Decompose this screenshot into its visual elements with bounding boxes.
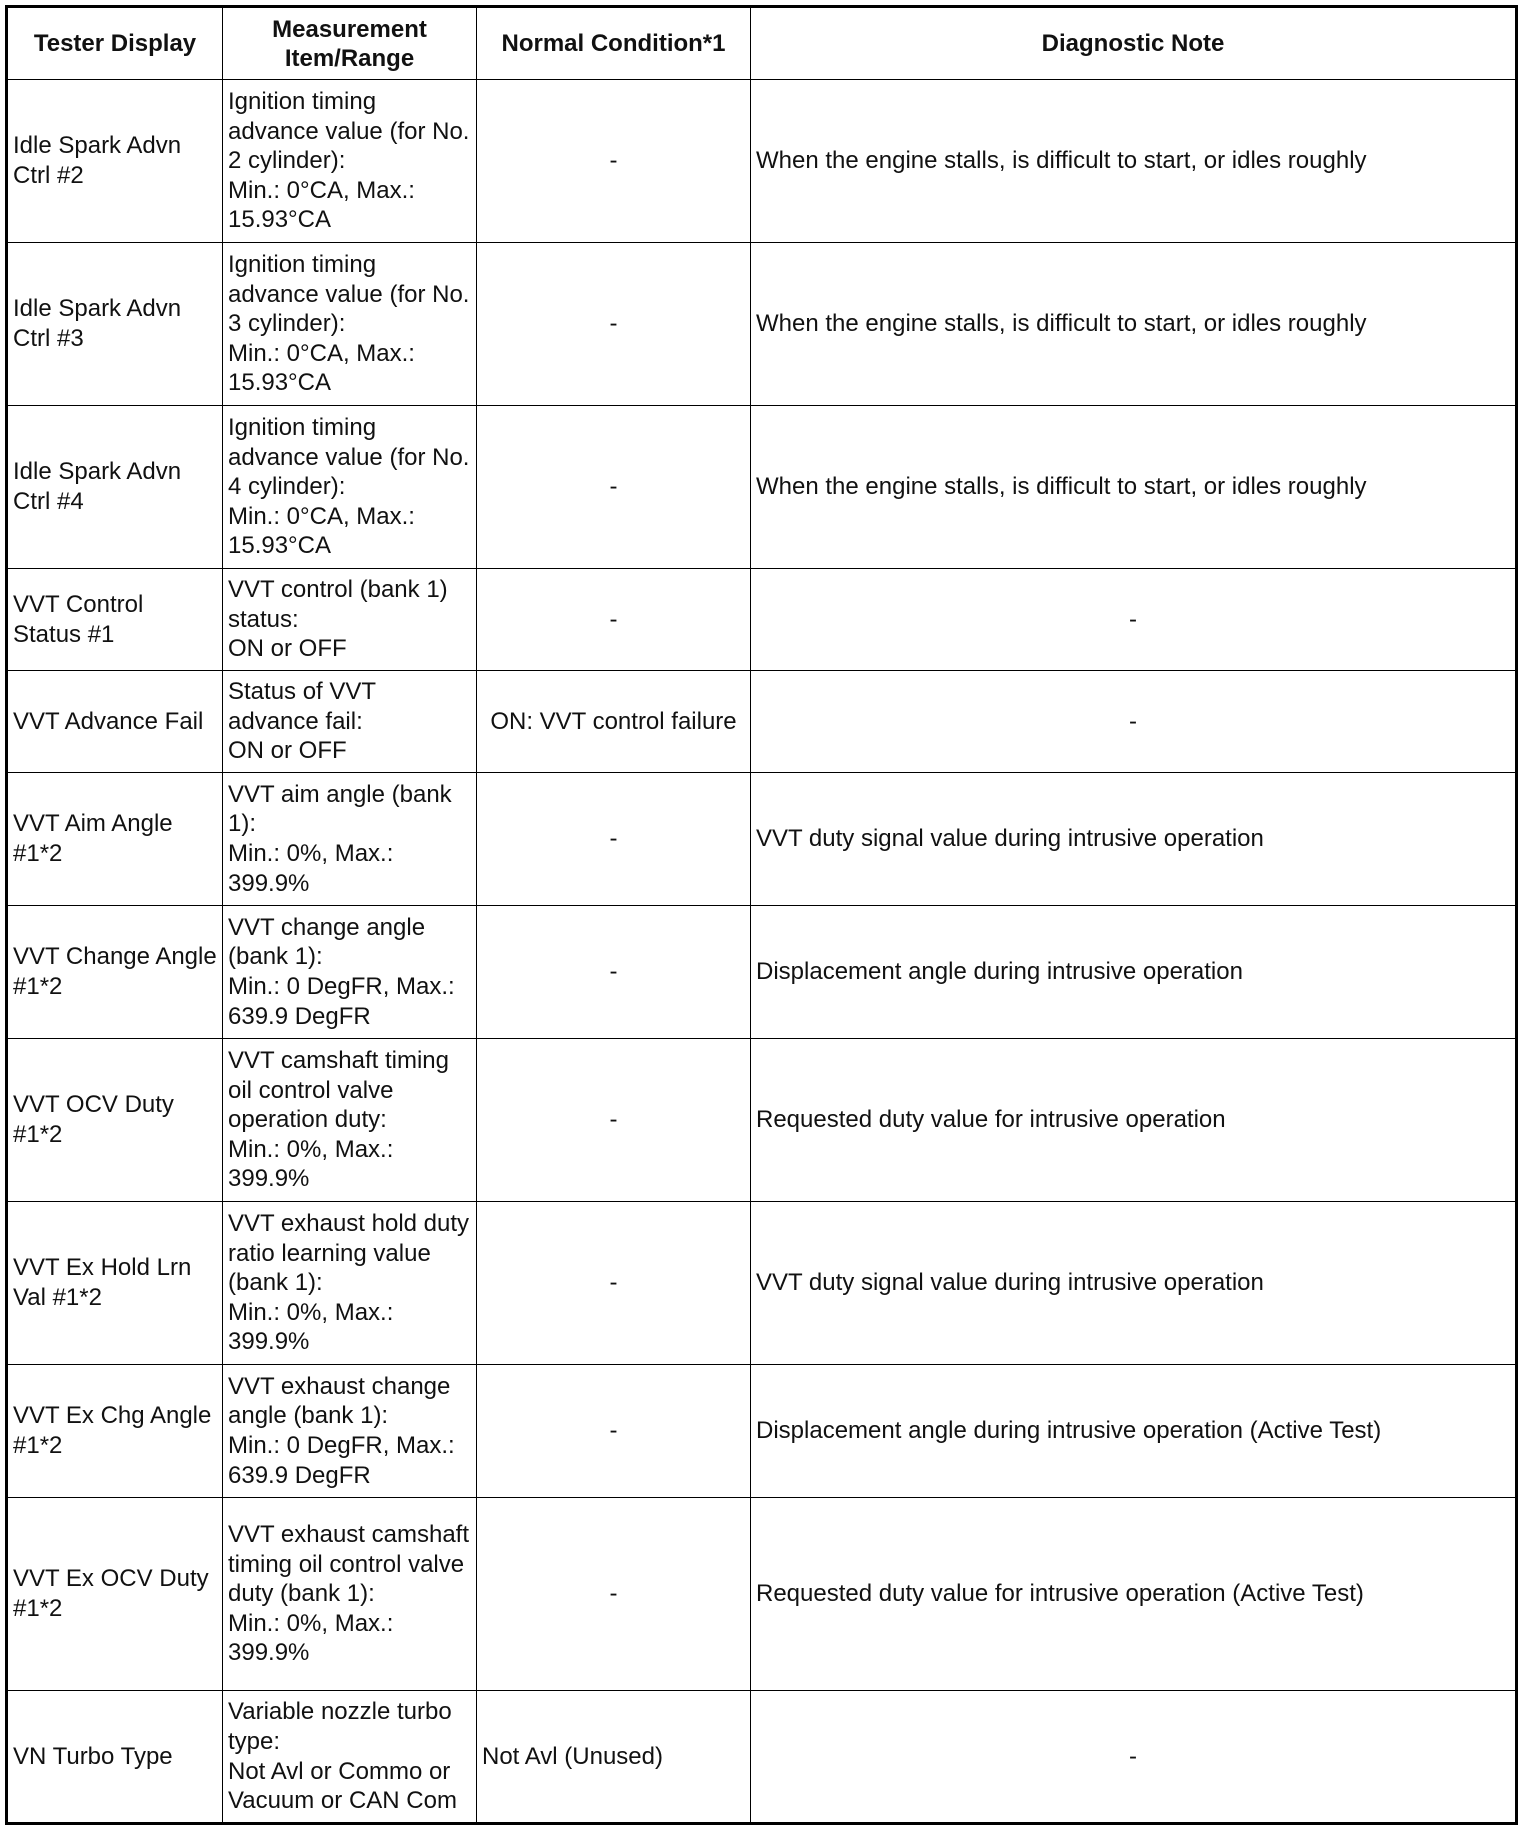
normal-condition-cell: - [477, 243, 751, 406]
diagnostic-note-cell: Requested duty value for intrusive operation (Active Test) [751, 1498, 1517, 1691]
diagnostic-note-cell: VVT duty signal value during intrusive operation [751, 1202, 1517, 1365]
tester-display-cell: VVT Ex Chg Angle #1*2 [7, 1365, 223, 1498]
normal-condition-cell: ON: VVT control failure [477, 671, 751, 773]
measurement-range-cell: Ignition timing advance value (for No. 2 cylinder): Min.: 0°CA, Max.: 15.93°CA [223, 80, 477, 243]
normal-condition-cell: - [477, 1365, 751, 1498]
tester-display-cell: VVT Ex Hold Lrn Val #1*2 [7, 1202, 223, 1365]
diagnostic-note-cell: Displacement angle during intrusive operation (Active Test) [751, 1365, 1517, 1498]
tester-display-cell: VVT Advance Fail [7, 671, 223, 773]
normal-condition-cell: - [477, 1498, 751, 1691]
table-row [7, 1691, 1517, 1824]
measurement-range-cell: VVT exhaust camshaft timing oil control valve duty (bank 1): Min.: 0%, Max.: 399.9% [223, 1498, 477, 1691]
header-diagnostic-note: Diagnostic Note [751, 7, 1517, 80]
tester-display-cell: VVT Aim Angle #1*2 [7, 773, 223, 906]
measurement-range-cell: VVT camshaft timing oil control valve operation duty: Min.: 0%, Max.: 399.9% [223, 1039, 477, 1202]
tester-display-cell: VVT Change Angle #1*2 [7, 906, 223, 1039]
tester-display-cell: VVT OCV Duty #1*2 [7, 1039, 223, 1202]
diagnostic-note-cell: Requested duty value for intrusive operation [751, 1039, 1517, 1202]
normal-condition-cell: - [477, 406, 751, 569]
normal-condition-cell: - [477, 906, 751, 1039]
table-row [7, 671, 1517, 773]
header-row [7, 7, 1517, 80]
diagnostic-note-cell: VVT duty signal value during intrusive operation [751, 773, 1517, 906]
table-row [7, 906, 1517, 1039]
table-row [7, 1498, 1517, 1691]
header-normal-condition: Normal Condition*1 [477, 7, 751, 80]
measurement-range-cell: VVT control (bank 1) status: ON or OFF [223, 569, 477, 671]
tester-display-cell: Idle Spark Advn Ctrl #3 [7, 243, 223, 406]
diagnostic-note-cell: - [751, 1691, 1517, 1824]
measurement-range-cell: VVT exhaust change angle (bank 1): Min.: 0 DegFR, Max.: 639.9 DegFR [223, 1365, 477, 1498]
measurement-range-cell: VVT change angle (bank 1): Min.: 0 DegFR, Max.: 639.9 DegFR [223, 906, 477, 1039]
table-row [7, 243, 1517, 406]
header-measurement-item-range: Measurement Item/Range [223, 7, 477, 80]
normal-condition-cell: Not Avl (Unused) [477, 1691, 751, 1824]
measurement-range-cell: Status of VVT advance fail: ON or OFF [223, 671, 477, 773]
diagnostic-note-cell: Displacement angle during intrusive operation [751, 906, 1517, 1039]
measurement-range-cell: Variable nozzle turbo type: Not Avl or Commo or Vacuum or CAN Com [223, 1691, 477, 1824]
measurement-range-cell: VVT exhaust hold duty ratio learning value (bank 1): Min.: 0%, Max.: 399.9% [223, 1202, 477, 1365]
tester-display-cell: VN Turbo Type [7, 1691, 223, 1824]
tester-display-cell: VVT Ex OCV Duty #1*2 [7, 1498, 223, 1691]
tester-display-cell: Idle Spark Advn Ctrl #2 [7, 80, 223, 243]
table-row [7, 1365, 1517, 1498]
tester-display-cell: VVT Control Status #1 [7, 569, 223, 671]
table-row [7, 406, 1517, 569]
diagnostic-note-cell: - [751, 569, 1517, 671]
normal-condition-cell: - [477, 569, 751, 671]
measurement-range-cell: Ignition timing advance value (for No. 3 cylinder): Min.: 0°CA, Max.: 15.93°CA [223, 243, 477, 406]
normal-condition-cell: - [477, 773, 751, 906]
tester-display-cell: Idle Spark Advn Ctrl #4 [7, 406, 223, 569]
normal-condition-cell: - [477, 1039, 751, 1202]
measurement-range-cell: Ignition timing advance value (for No. 4 cylinder): Min.: 0°CA, Max.: 15.93°CA [223, 406, 477, 569]
measurement-range-cell: VVT aim angle (bank 1): Min.: 0%, Max.: 399.9% [223, 773, 477, 906]
table-row [7, 1202, 1517, 1365]
table-row [7, 80, 1517, 243]
diagnostic-note-cell: When the engine stalls, is difficult to start, or idles roughly [751, 80, 1517, 243]
diagnostic-note-cell: When the engine stalls, is difficult to start, or idles roughly [751, 243, 1517, 406]
normal-condition-cell: - [477, 80, 751, 243]
table-row [7, 773, 1517, 906]
diagnostic-data-table [5, 5, 1518, 1825]
table-row [7, 569, 1517, 671]
table-row [7, 1039, 1517, 1202]
diagnostic-note-cell: When the engine stalls, is difficult to start, or idles roughly [751, 406, 1517, 569]
diagnostic-note-cell: - [751, 671, 1517, 773]
header-tester-display: Tester Display [7, 7, 223, 80]
normal-condition-cell: - [477, 1202, 751, 1365]
